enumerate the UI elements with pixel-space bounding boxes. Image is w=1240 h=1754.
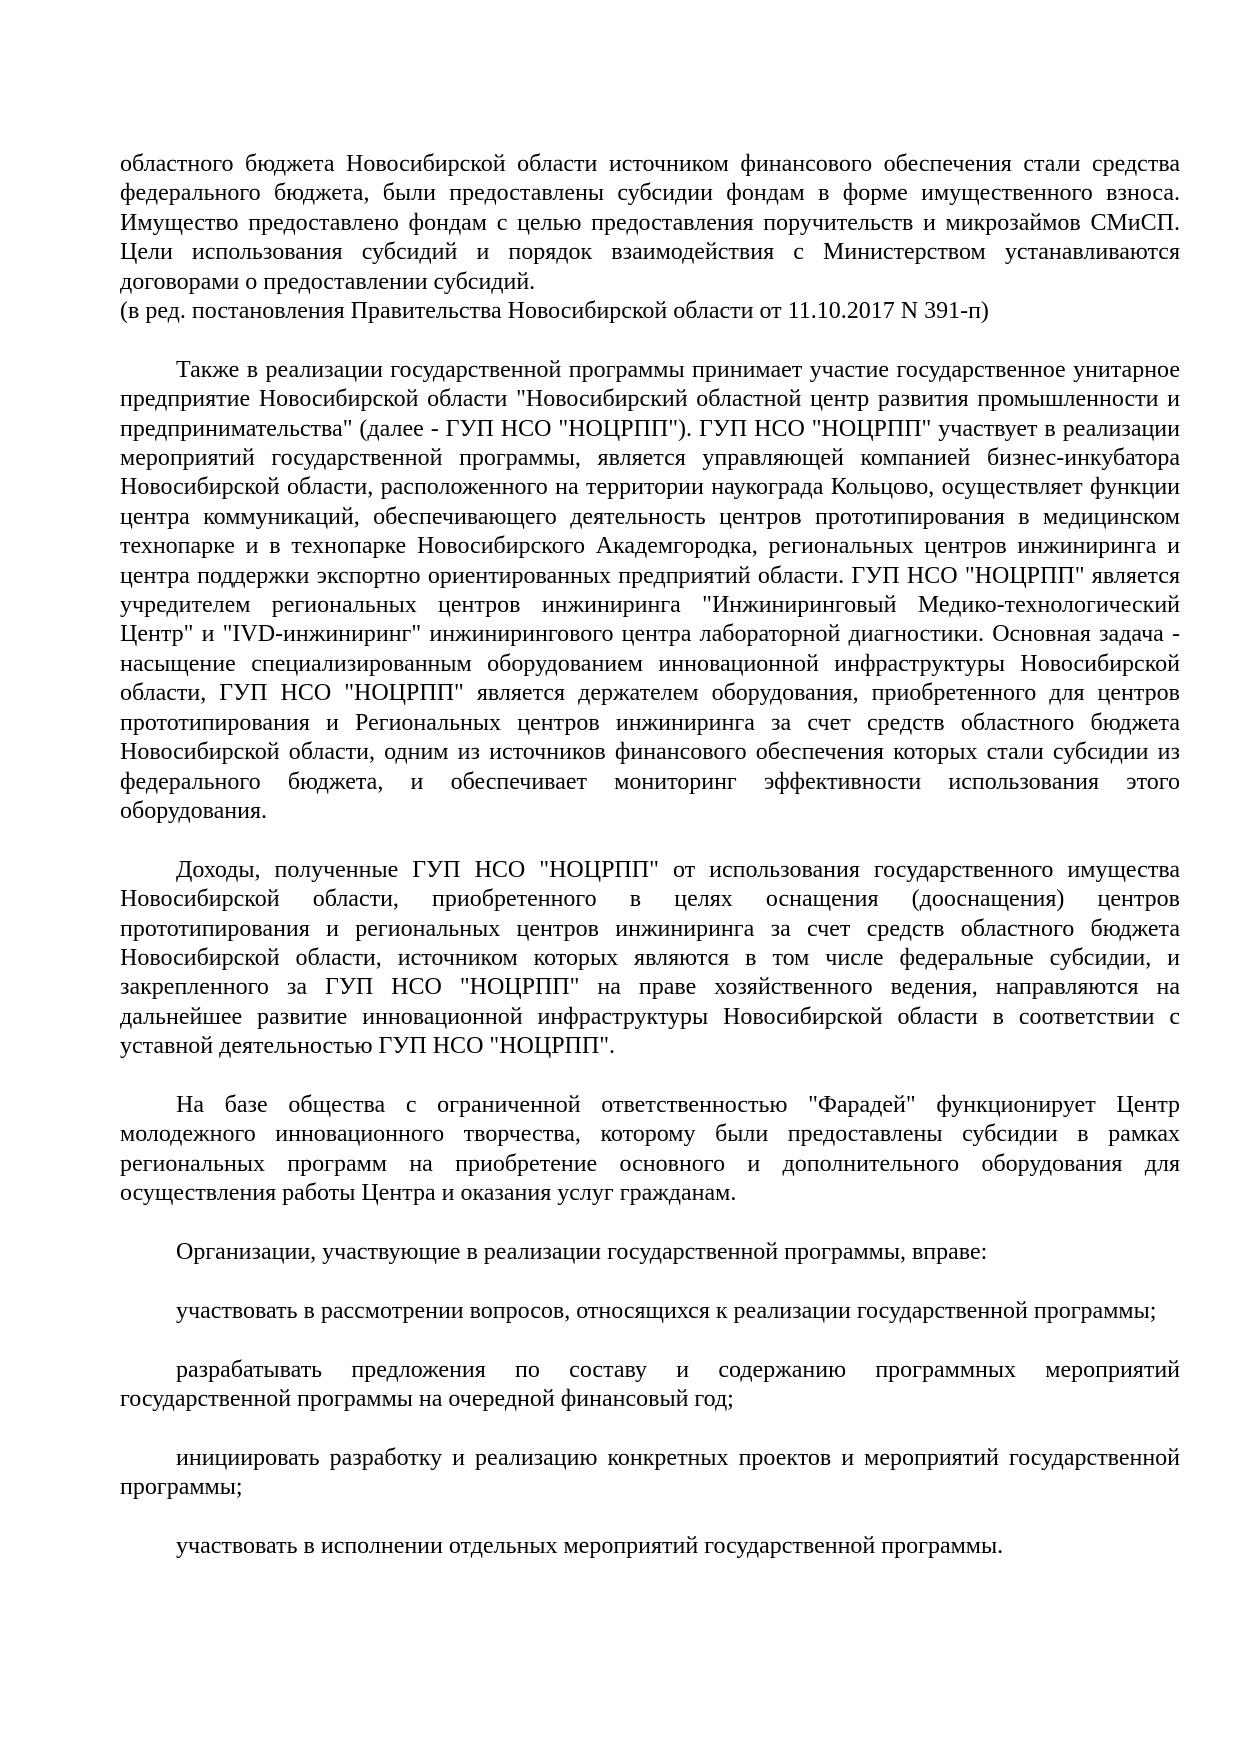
paragraph-rights-intro: Организации, участвующие в реализации государственной программы, вправе: (176, 1238, 988, 1265)
paragraph-right-initiate: инициировать разработку и реализацию конкретных проектов и мероприятий государственной программы; (120, 1444, 1180, 1501)
paragraph-intro: областного бюджета Новосибирской области источником финансового обеспечения стали средства федерального бюджета, были предоставлены субсидии фондам в форме имущественного взноса. Имущество предоставлено фондам с целью предоставления поручительств и микрозаймов СМиСП. Цели использования субсидий и порядок взаимодействия с Министерством устанавливаются договорами о предоставлении субсидий. (120, 151, 1180, 295)
paragraph-gup-nso: Также в реализации государственной программы принимает участие государственное унитарное предприятие Новосибирской области "Новосибирский областной центр развития промышленности и предпринимательства" (далее - ГУП НСО "НОЦРПП"). ГУП НСО "НОЦРПП" участвует в реализации мероприятий государственной программы, является управляющей компанией бизнес-инкубатора Новосибирской области, расположенного на территории наукограда Кольцово, осуществляет функции центра коммуникаций, обеспечивающего деятельность центров прототипирования в медицинском технопарке и в технопарке Новосибирского Академгородка, региональных центров инжиниринга и центра поддержки экспортно ориентированных предприятий области. ГУП НСО "НОЦРПП" является учредителем региональных центров инжиниринга "Инжиниринговый Медико-технологический Центр" и "IVD-инжиниринг" инжинирингового центра лабораторной диагностики. Основная задача - насыщение специализированным оборудованием инновационной инфраструктуры Новосибирской области, ГУП НСО "НОЦРПП" является держателем оборудования, приобретенного для центров прототипирования и Региональных центров инжиниринга за счет средств областного бюджета Новосибирской области, одним из источников финансового обеспечения которых стали субсидии из федерального бюджета, и обеспечивает мониторинг эффективности использования этого оборудования. (120, 356, 1180, 824)
paragraph-income: Доходы, полученные ГУП НСО "НОЦРПП" от использования государственного имущества Новосибирской области, приобретенного в целях оснащения (дооснащения) центров прототипирования и региональных центров инжиниринга за счет средств областного бюджета Новосибирской области, источником которых являются в том числе федеральные субсидии, и закрепленного за ГУП НСО "НОЦРПП" на праве хозяйственного ведения, направляются на дальнейшее развитие инновационной инфраструктуры Новосибирской области в соответствии с уставной деятельностью ГУП НСО "НОЦРПП". (120, 856, 1180, 1060)
paragraph-edition-note: (в ред. постановления Правительства Новосибирской области от 11.10.2017 N 391-п) (120, 298, 989, 325)
paragraph-right-propose: разрабатывать предложения по составу и содержанию программных мероприятий государственной программы на очередной финансовый год; (120, 1356, 1180, 1412)
document-page (120, 150, 1180, 1561)
paragraph-right-participate: участвовать в рассмотрении вопросов, относящихся к реализации государственной программы; (176, 1297, 1157, 1324)
paragraph-right-execute: участвовать в исполнении отдельных мероприятий государственной программы. (176, 1532, 1004, 1559)
paragraph-faraday-center: На базе общества с ограниченной ответственностью "Фарадей" функционирует Центр молодежного инновационного творчества, которому были предоставлены субсидии в рамках региональных программ на приобретение основного и дополнительного оборудования для осуществления работы Центра и оказания услуг гражданам. (120, 1091, 1180, 1207)
